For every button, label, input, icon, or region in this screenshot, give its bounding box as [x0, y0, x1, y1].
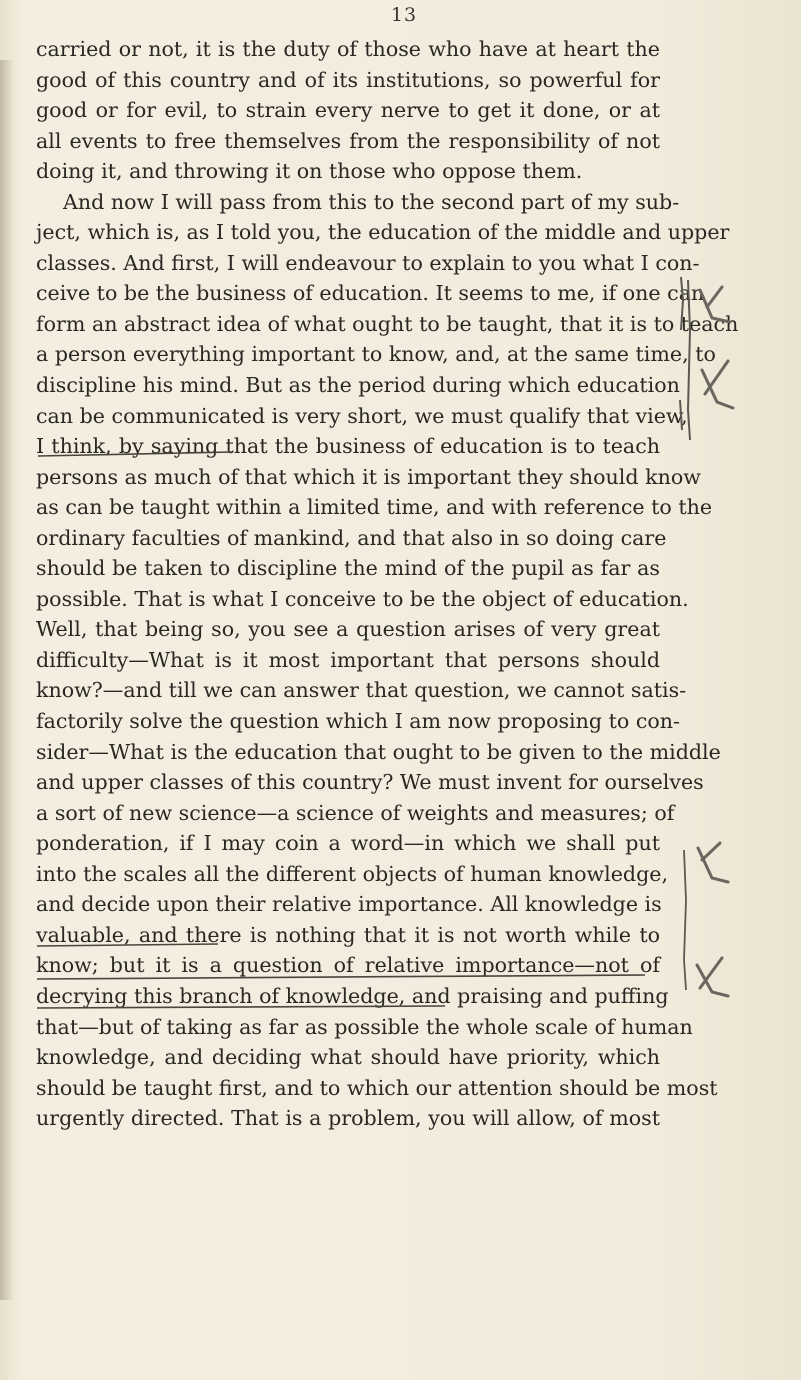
cross-mark-upper-2	[702, 361, 733, 408]
text-line: and decide upon their relative importance. All knowledge is	[36, 892, 662, 917]
text-line: a person everything important to know, and, at the same time, to	[36, 342, 716, 367]
text-line: good or for evil, to strain every nerve to get it done, or at	[36, 98, 660, 123]
cross-mark-lower-2	[697, 958, 728, 996]
text-line: ceive to be the business of education. It seems to me, if one can	[36, 281, 705, 306]
text-line: that—but of taking as far as possible the whole scale of human	[36, 1014, 693, 1039]
text-line: urgently directed. That is a problem, you will allow, of most	[36, 1106, 660, 1131]
text-line: factorily solve the question which I am now proposing to con-	[36, 709, 680, 734]
text-line: possible. That is what I conceive to be the object of education.	[36, 586, 689, 611]
text-line: classes. And first, I will endeavour to explain to you what I con-	[36, 250, 700, 275]
text-line: sider—What is the education that ought to be given to the middle	[36, 739, 721, 764]
page-number: 13	[390, 4, 418, 26]
text-line: can be communicated is very short, we must qualify that view,	[36, 403, 688, 428]
text-line: doing it, and throwing it on those who oppose them.	[36, 159, 583, 184]
text-line: should be taken to discipline the mind of the pupil as far as	[36, 556, 660, 581]
page-binding-shadow	[0, 60, 14, 1300]
text-line: know?—and till we can answer that question, we cannot satis-	[36, 678, 687, 703]
body-text	[36, 34, 739, 1134]
text-line: carried or not, it is the duty of those who have at heart the	[36, 37, 660, 61]
text-line: into the scales all the different objects of human knowledge,	[36, 861, 669, 886]
text-line: as can be taught within a limited time, and with reference to the	[36, 495, 713, 520]
text-line: I think, by saying that the business of education is to teach	[36, 434, 660, 459]
text-line: discipline his mind. But as the period during which education	[36, 373, 680, 398]
text-line: persons as much of that which it is important they should know	[36, 464, 701, 489]
text-line: Well, that being so, you see a question arises of very great	[36, 617, 660, 642]
text-line: difficulty—What is it most important that persons should	[36, 647, 660, 672]
text-line: knowledge, and deciding what should have priority, which	[36, 1045, 660, 1070]
cross-mark-lower-1	[698, 843, 728, 882]
text-line: should be taught first, and to which our attention should be most	[36, 1075, 718, 1100]
text-line: know; but it is a question of relative importance—not of	[36, 953, 660, 978]
text-line: valuable, and there is nothing that it is not worth while to	[36, 922, 660, 947]
text-line: ponderation, if I may coin a word—in which we shall put	[36, 831, 660, 856]
text-line: good of this country and of its institutions, so powerful for	[36, 67, 660, 92]
margin-bracket-lower	[684, 850, 686, 990]
text-line: ject, which is, as I told you, the education of the middle and upper	[36, 220, 730, 245]
text-line: ordinary faculties of mankind, and that also in so doing care	[36, 525, 667, 550]
text-line: a sort of new science—a science of weights and measures; of	[36, 800, 675, 825]
text-line: And now I will pass from this to the second part of my sub-	[63, 189, 680, 214]
text-line: decrying this branch of knowledge, and praising and puffing	[36, 983, 669, 1008]
text-line: all events to free themselves from the responsibility of not	[36, 128, 660, 153]
text-line: and upper classes of this country? We must invent for ourselves	[36, 770, 704, 795]
text-line: form an abstract idea of what ought to be taught, that it is to teach	[36, 311, 739, 336]
